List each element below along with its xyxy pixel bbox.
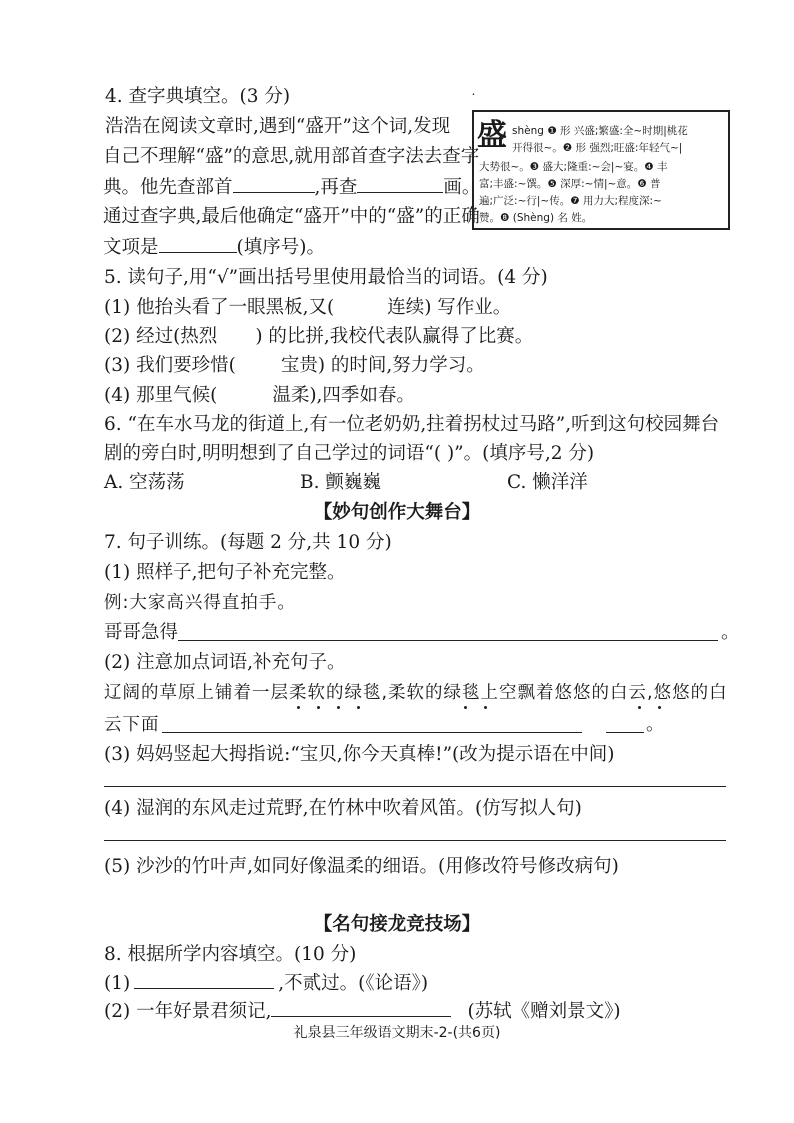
q4-text-2: 自己不理解“盛”的意思,就用部首查字法去查字 <box>103 146 480 167</box>
q8-title: 8. 根据所学内容填空。(10 分) <box>104 944 357 965</box>
q5-item-3 <box>104 353 485 379</box>
q5-title: 5. 读句子,用“√”画出括号里使用最恰当的词语。(4 分) <box>104 267 548 288</box>
q5-item-1-pre: (1) 他抬头看了一眼黑板,又( <box>104 297 335 318</box>
q6-option-c[interactable]: C. 懒洋洋 <box>507 472 588 493</box>
q4-text-3c: 画。 <box>443 177 481 198</box>
q7-sub-3: (3) 妈妈竖起大拇指说:“宝贝,你今天真棒!”(改为提示语在中间) <box>104 744 615 765</box>
q5-item-4-option[interactable]: 温柔 <box>272 385 310 406</box>
q7-sub-2: (2) 注意加点词语,补充句子。 <box>104 652 346 673</box>
q8-item-2 <box>104 998 621 1025</box>
q7-sub-4: (4) 湿润的东风走过荒野,在竹林中吹着风笛。(仿写拟人句) <box>104 798 582 819</box>
q5-item-4-pre: (4) 那里气候( <box>104 385 218 406</box>
q4-text-5b: (填序号)。 <box>236 237 325 258</box>
strokes-blank[interactable] <box>357 174 443 193</box>
q5-item-1 <box>104 295 511 321</box>
dictionary-line: 遍;广泛:~行|~传。❼ 用力大;程度深:~ <box>479 195 662 207</box>
answer-line[interactable] <box>104 786 726 787</box>
q7-example: 例:大家高兴得直拍手。 <box>104 593 296 613</box>
page-footer: 礼泉县三年级语文期末-2-(共6页) <box>293 1025 501 1041</box>
q4-text-1: 浩浩在阅读文章时,遇到“盛开”这个词,发现 <box>105 116 451 137</box>
answer-line[interactable] <box>104 840 726 841</box>
q7-passage-1: 辽阔的草原上铺着一层柔软的绿毯,柔软的绿毯上空飘着悠悠的白云,悠悠的白 <box>104 683 728 703</box>
q7-fill-1-end: 。 <box>721 622 740 643</box>
q5-item-2-post: ) 的比拼,我校代表队赢得了比赛。 <box>255 326 534 347</box>
q7-title: 7. 句子训练。(每题 2 分,共 10 分) <box>104 532 392 553</box>
q6-text-1: 6. “在车水马龙的街道上,有一位老奶奶,拄着拐杖过马路”,听到这句校园舞台 <box>104 414 720 435</box>
q6-option-a[interactable]: A. 空荡荡 <box>104 472 185 493</box>
q4-text-5 <box>103 234 325 261</box>
dictionary-line: shèng ❶ 形 兴盛;繁盛:全~时期|桃花 <box>512 125 688 137</box>
q5-item-4-post: ),四季如春。 <box>309 385 415 406</box>
radical-blank[interactable] <box>233 174 315 193</box>
q4-text-3b: ,再查 <box>314 177 358 198</box>
q7-sub-5: (5) 沙沙的竹叶声,如同好像温柔的细语。(用修改符号修改病句) <box>104 856 619 877</box>
q6-text-2: 剧的旁白时,明明想到了自己学过的词语“( )”。(填序号,2 分) <box>104 443 595 464</box>
stray-mark: ˙ <box>470 92 477 108</box>
answer-line[interactable] <box>178 640 718 641</box>
q5-item-3-option[interactable]: 宝贵 <box>280 355 318 376</box>
q6-option-b[interactable]: B. 颤巍巍 <box>300 472 381 493</box>
q7-fill-1 <box>104 620 744 646</box>
section-heading: 【名句接龙竞技场】 <box>313 914 481 935</box>
dictionary-line: 赞。❽ (Shèng) 名 姓。 <box>479 212 593 224</box>
q4-text-3a: 典。他先查部首 <box>103 177 233 198</box>
dictionary-line: 大势很~。❸ 盛大;隆重:~会|~宴。❹ 丰 <box>479 161 668 173</box>
q8-item-1 <box>104 970 428 997</box>
q8-item-2-text: (2) 一年好景君须记, <box>104 1001 272 1022</box>
q5-item-4 <box>104 383 415 409</box>
q8-item-1-text: ,不贰过。(《论语》) <box>278 973 429 994</box>
q5-item-2 <box>104 324 533 350</box>
q4-text-4: 通过查字典,最后他确定“盛开”中的“盛”的正确 <box>103 206 480 227</box>
dictionary-box <box>472 110 730 230</box>
quote-blank[interactable] <box>134 970 274 989</box>
q7-passage-2: 云下面 <box>104 715 160 735</box>
emphasis-dots <box>460 706 720 712</box>
q8-item-2-source: (苏轼《赠刘景文》) <box>467 1001 621 1022</box>
q5-item-1-post: ) 写作业。 <box>424 297 512 318</box>
q4-text-3 <box>103 174 480 201</box>
answer-line[interactable] <box>606 732 644 733</box>
q4-title: 4. 查字典填空。(3 分) <box>105 86 291 107</box>
q7-sub-1: (1) 照样子,把句子补充完整。 <box>104 562 346 583</box>
quote-blank[interactable] <box>271 998 451 1017</box>
dictionary-line: 富;丰盛:~馔。❺ 深厚:~情|~意。❻ 普 <box>479 178 661 190</box>
answer-line[interactable] <box>162 732 582 733</box>
dictionary-line: 开得很~。❷ 形 强烈;旺盛:年轻气~| <box>512 142 683 154</box>
q4-text-5a: 文项是 <box>103 237 159 258</box>
q5-item-3-pre: (3) 我们要珍惜( <box>104 355 236 376</box>
q7-fill-1-label: 哥哥急得 <box>104 622 179 643</box>
q5-item-2-pre[interactable]: (2) 经过(热烈 <box>104 326 218 347</box>
q8-item-1-number: (1) <box>104 973 131 994</box>
section-heading: 【妙句创作大舞台】 <box>313 502 481 523</box>
q5-item-1-option[interactable]: 连续 <box>387 297 425 318</box>
q7-passage-end: 。 <box>646 714 665 735</box>
dictionary-headword: 盛 <box>477 118 507 153</box>
meaning-blank[interactable] <box>159 234 237 253</box>
q5-item-3-post: ) 的时间,努力学习。 <box>317 355 485 376</box>
